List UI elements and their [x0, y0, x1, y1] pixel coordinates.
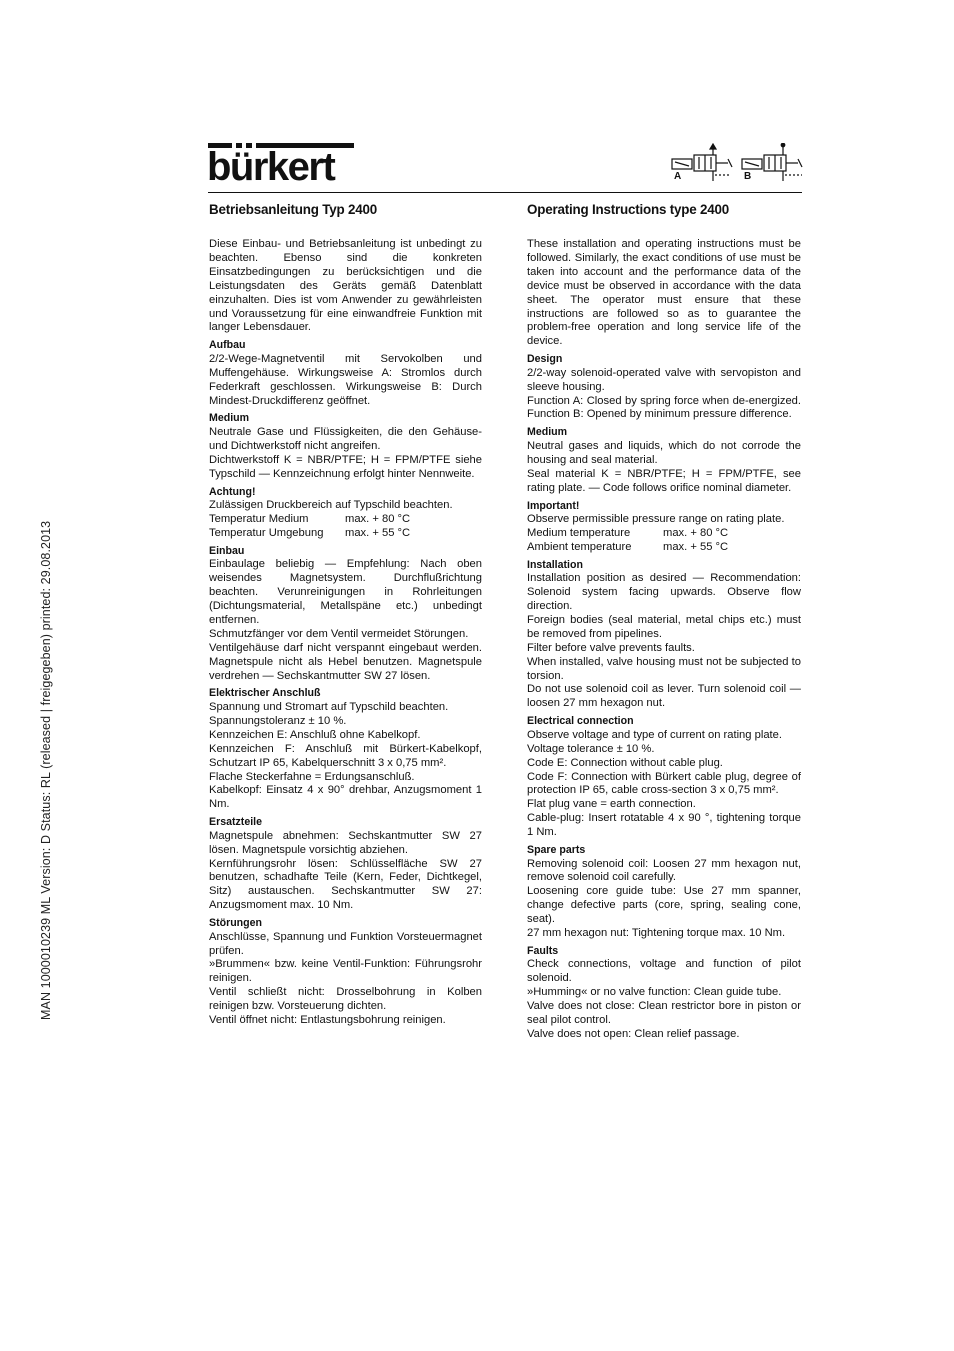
german-intro: Diese Einbau- und Betriebsanleitung ist unbedingt zu beachten. Ebenso sind die konkreten Einsatzbedingungen zu berücksichtigen und die Leistungsdaten des Geräts gemäß Datenblatt einzuhalten. Dies ist vom Anwender zu gewährleisten und Voraussetzung für eine einwandfreie Funktion mit langer Lebensdauer.: [209, 238, 482, 334]
paragraph: Voltage tolerance ± 10 %.: [527, 742, 655, 755]
section-heading: Installation: [527, 558, 583, 571]
paragraph: Do not use solenoid coil as lever. Turn solenoid coil — loosen 27 mm hexagon nut.: [527, 683, 801, 710]
temperature-value: max. + 80 °C: [663, 526, 729, 539]
logo-wordmark: bürkert: [207, 145, 335, 189]
paragraph: »Humming« or no valve function: Clean guide tube.: [527, 986, 782, 999]
section-heading: Elektrischer Anschluß: [209, 687, 321, 700]
paragraph: Flache Steckerfahne = Erdungsanschluß.: [209, 770, 415, 783]
paragraph: Spannung und Stromart auf Typschild beachten.: [209, 700, 449, 713]
paragraph: Neutrale Gase und Flüssigkeiten, die den Gehäuse- und Dichtwerkstoff nicht angreifen.: [209, 425, 482, 452]
paragraph: Valve does not close: Clean restrictor bore in piston or seal pilot control.: [527, 1000, 801, 1027]
paragraph: Dichtwerkstoff K = NBR/PTFE; H = FPM/PTFE siehe Typschild — Kennzeichnung erfolgt hinter Nennweite.: [209, 453, 482, 480]
paragraph: Filter before valve prevents faults.: [527, 641, 695, 654]
paragraph: Kabelkopf: Einsatz 4 x 90° drehbar, Anzugsmoment 1 Nm.: [209, 784, 482, 811]
section-heading: Design: [527, 353, 563, 366]
paragraph: Kennzeichen F: Anschluß mit Bürkert-Kabelkopf, Schutzart IP 65, Kabelquerschnitt 3 x 0,75 mm².: [209, 742, 482, 769]
paragraph: »Brummen« bzw. keine Ventil-Funktion: Führungsrohr reinigen.: [209, 958, 482, 985]
paragraph: Spannungstoleranz ± 10 %.: [209, 714, 347, 727]
paragraph: Observe permissible pressure range on rating plate.: [527, 513, 785, 525]
symbol-label-a: A: [674, 171, 682, 182]
english-intro: These installation and operating instructions must be followed. Similarly, the exact conditions of use must be taken into account and the performance data of the device must be observed in accordance with the data sheet. The operator must ensure that these instructions are followed so as to guarantee the problem-free operation and long service life of the device.: [527, 238, 801, 348]
section-heading: Faults: [527, 944, 559, 957]
paragraph: Ventilgehäuse darf nicht verspannt eingebaut werden. Magnetspule nicht als Hebel benutzen. Magnetspule verdrehen — Sechskantmutter SW 27 lösen.: [209, 641, 482, 682]
burkert-logo: [208, 143, 358, 188]
paragraph: Cable-plug: Insert rotatable 4 x 90 °, tightening torque 1 Nm.: [527, 812, 801, 839]
paragraph: Anschlüsse, Spannung und Funktion Vorsteuermagnet prüfen.: [209, 930, 482, 957]
paragraph: 2/2-way solenoid-operated valve with servopiston and sleeve housing.: [527, 366, 801, 393]
paragraph: Neutral gases and liquids, which do not corrode the housing and seal material.: [527, 439, 801, 466]
symbol-label-b: B: [744, 171, 752, 182]
section-heading: Medium: [527, 426, 568, 439]
print-status-note: MAN 1000010239 ML Version: D Status: RL (released | freigegeben) printed: 29.08.2013: [39, 520, 53, 1020]
paragraph: Flat plug vane = earth connection.: [527, 798, 696, 811]
paragraph: Function A: Closed by spring force when de-energized. Function B: Opened by minimum pressure difference.: [527, 394, 801, 421]
paragraph: Code F: Connection with Bürkert cable plug, degree of protection IP 65, cable cross-section 3 x 0,75 mm².: [527, 770, 801, 797]
temperature-value: max. + 55 °C: [345, 526, 411, 539]
temperature-label: Temperatur Umgebung: [209, 526, 324, 539]
paragraph: Loosening core guide tube: Use 27 mm spanner, change defective parts (core, spring, sealing cone, seat).: [527, 885, 801, 926]
paragraph: Ventil öffnet nicht: Entlastungsbohrung reinigen.: [209, 1014, 446, 1027]
temperature-value: max. + 80 °C: [345, 513, 411, 525]
temperature-label: Medium temperature: [527, 526, 631, 539]
german-title: Betriebsanleitung Typ 2400: [209, 202, 377, 217]
paragraph: Zulässigen Druckbereich auf Typschild beachten.: [209, 499, 453, 512]
paragraph: Code E: Connection without cable plug.: [527, 756, 723, 769]
paragraph: Removing solenoid coil: Loosen 27 mm hexagon nut, remove solenoid coil carefully.: [527, 857, 801, 884]
section-heading: Einbau: [209, 544, 245, 557]
paragraph: When installed, valve housing must not be subjected to torsion.: [527, 655, 801, 682]
paragraph: Foreign bodies (seal material, metal chips etc.) must be removed from pipelines.: [527, 613, 801, 640]
section-heading: Important!: [527, 499, 580, 512]
temperature-row: [527, 527, 801, 541]
paragraph: Kennzeichen E: Anschluß ohne Kabelkopf.: [209, 728, 421, 741]
paragraph: Ventil schließt nicht: Drosselbohrung in Kolben reinigen bzw. Vorsteuerung dichten.: [209, 986, 482, 1013]
paragraph: Schmutzfänger vor dem Ventil vermeidet Störungen.: [209, 627, 469, 640]
paragraph: Installation position as desired — Recommendation: Solenoid system facing upwards. Observe flow direction.: [527, 572, 801, 613]
header-rule: [208, 192, 802, 193]
section-heading: Electrical connection: [527, 715, 634, 728]
paragraph: Valve does not open: Clean relief passage.: [527, 1028, 740, 1040]
paragraph: 2/2-Wege-Magnetventil mit Servokolben und Muffengehäuse. Wirkungsweise A: Stromlos durch Federkraft geschlossen. Wirkungsweise B: Durch Mindest-Druckdifferenz geöffnet.: [209, 352, 482, 407]
paragraph: Magnetspule abnehmen: Sechskantmutter SW 27 lösen. Magnetspule vorsichtig abziehen.: [209, 829, 482, 856]
section-heading: Störungen: [209, 917, 262, 930]
section-heading: Ersatzteile: [209, 816, 262, 829]
valve-symbol-icon: [670, 143, 810, 183]
temperature-row: [527, 541, 801, 555]
temperature-value: max. + 55 °C: [663, 540, 729, 553]
temperature-label: Temperatur Medium: [209, 513, 309, 525]
paragraph: Check connections, voltage and function of pilot solenoid.: [527, 958, 801, 985]
paragraph: 27 mm hexagon nut: Tightening torque max. 10 Nm.: [527, 927, 786, 940]
section-heading: Aufbau: [209, 339, 246, 352]
english-title: Operating Instructions type 2400: [527, 202, 729, 217]
german-column: [209, 201, 482, 1028]
temperature-row: [209, 513, 482, 527]
section-heading: Spare parts: [527, 844, 586, 857]
valve-symbols: [670, 143, 810, 183]
section-heading: Medium: [209, 412, 250, 425]
english-column: [527, 201, 801, 1042]
paragraph: Observe voltage and type of current on rating plate.: [527, 728, 782, 741]
paragraph: Kernführungsrohr lösen: Schlüsselfläche SW 27 benutzen, schadhafte Teile (Kern, Feder, Dichtkegel, Sitz) austauschen. Sechskantmutter SW 27: Anzugsmoment max. 10 Nm.: [209, 857, 482, 912]
paragraph: Seal material K = NBR/PTFE; H = FPM/PTFE, see rating plate. — Code follows orifice nominal diameter.: [527, 467, 801, 494]
paragraph: Einbaulage beliebig — Empfehlung: Nach oben weisendes Magnetsystem. Durchflußrichtung beachten. Verunreinigungen in Rohrleitungen (Dichtungsmaterial, Metallspäne etc.) unbedingt entfernen.: [209, 558, 482, 626]
temperature-row: [209, 527, 482, 541]
section-heading: Achtung!: [209, 485, 256, 498]
temperature-label: Ambient temperature: [527, 540, 632, 553]
